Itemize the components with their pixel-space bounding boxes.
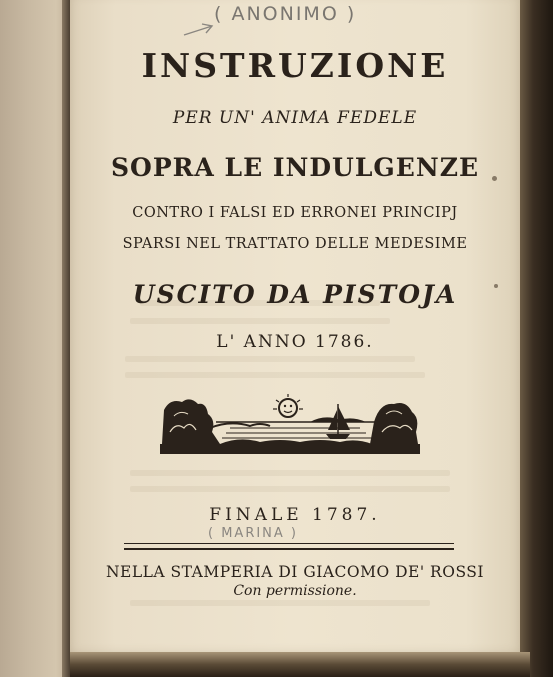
title-line-3: CONTRO I FALSI ED ERRONEI PRINCIPJ [132, 205, 458, 221]
show-through-line [130, 486, 450, 492]
title-line-5: USCITO DA PISTOJA [132, 280, 458, 309]
pencil-annotation-author: ( ANONIMO ) [214, 3, 357, 25]
show-through-line [130, 600, 430, 606]
show-through-line [125, 356, 415, 362]
double-rule-divider [124, 543, 454, 550]
left-board [0, 0, 70, 677]
imprint-printer: NELLA STAMPERIA DI GIACOMO DE' ROSSI [105, 563, 485, 581]
imprint-place-year: FINALE 1787. [209, 505, 381, 525]
foxing-spot [494, 284, 498, 288]
show-through-line [125, 372, 425, 378]
foxing-spot [492, 176, 497, 181]
woodcut-vignette [160, 392, 420, 456]
pencil-arrow-icon [182, 22, 216, 38]
title-line-2: SOPRA LE INDULGENZE [110, 153, 479, 182]
show-through-line [130, 470, 450, 476]
title-line-6: L' ANNO 1786. [216, 332, 374, 352]
title-line-4: SPARSI NEL TRATTATO DELLE MEDESIME [122, 236, 468, 252]
show-through-line [130, 318, 390, 324]
imprint-permission: Con permissione. [233, 583, 357, 599]
title-line-1: PER UN' ANIMA FEDELE [172, 108, 418, 128]
bottom-page-edge [70, 652, 530, 677]
title-main: INSTRUZIONE [141, 46, 449, 85]
pencil-annotation-place: ( MARINA ) [208, 526, 299, 541]
title-page [70, 0, 520, 660]
right-page-edge [520, 0, 553, 677]
